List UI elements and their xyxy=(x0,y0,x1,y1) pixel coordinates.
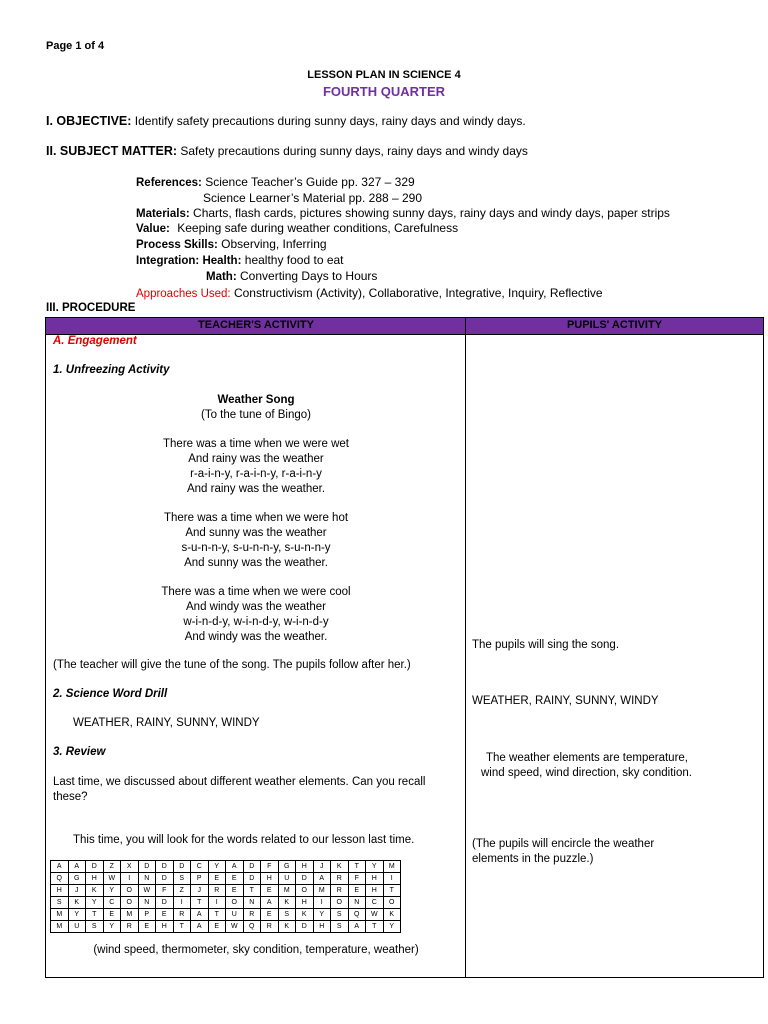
word-drill-heading: 2. Science Word Drill xyxy=(53,688,168,700)
subject-matter-line xyxy=(46,144,528,158)
references-label: References: xyxy=(136,177,202,189)
puzzle-cell[interactable]: E xyxy=(103,909,121,921)
table-header xyxy=(46,318,763,335)
pupil-encircle-line1: (The pupils will encircle the weather xyxy=(472,838,655,850)
puzzle-cell[interactable]: M xyxy=(383,861,401,873)
puzzle-cell[interactable]: A xyxy=(348,921,366,933)
materials-label: Materials: xyxy=(136,208,190,220)
puzzle-cell[interactable]: Y xyxy=(383,921,401,933)
engagement-heading: A. Engagement xyxy=(53,335,137,347)
puzzle-cell[interactable]: K xyxy=(86,885,104,897)
objective-text: Identify safety precautions during sunny days, rainy days and windy days. xyxy=(134,114,526,128)
pupil-answer-line2: wind speed, wind direction, sky condition. xyxy=(481,767,692,779)
puzzle-cell[interactable]: D xyxy=(173,861,191,873)
puzzle-cell[interactable]: H xyxy=(296,897,314,909)
puzzle-cell[interactable]: K xyxy=(278,897,296,909)
puzzle-cell[interactable]: H xyxy=(156,921,174,933)
puzzle-cell[interactable]: P xyxy=(138,909,156,921)
puzzle-cell[interactable]: Z xyxy=(103,861,121,873)
puzzle-row xyxy=(51,921,401,933)
song-line: And rainy was the weather xyxy=(188,453,324,465)
puzzle-cell[interactable]: D xyxy=(296,921,314,933)
puzzle-cell[interactable]: C xyxy=(103,897,121,909)
puzzle-cell[interactable]: H xyxy=(261,873,279,885)
puzzle-cell[interactable]: W xyxy=(138,885,156,897)
puzzle-cell[interactable]: O xyxy=(226,897,244,909)
puzzle-cell[interactable]: S xyxy=(51,897,69,909)
puzzle-cell[interactable]: A xyxy=(226,861,244,873)
puzzle-cell[interactable]: R xyxy=(243,909,261,921)
puzzle-cell[interactable]: T xyxy=(173,921,191,933)
puzzle-row xyxy=(51,885,401,897)
puzzle-cell[interactable]: D xyxy=(138,861,156,873)
puzzle-cell[interactable]: C xyxy=(191,861,209,873)
puzzle-cell[interactable]: Q xyxy=(243,921,261,933)
lesson-title: LESSON PLAN IN SCIENCE 4 xyxy=(307,69,461,81)
puzzle-cell[interactable]: O xyxy=(121,885,139,897)
puzzle-cell[interactable]: H xyxy=(296,861,314,873)
objective-line xyxy=(46,114,526,128)
value-line xyxy=(136,221,458,235)
song-line: s-u-n-n-y, s-u-n-n-y, s-u-n-n-y xyxy=(181,542,331,554)
puzzle-cell[interactable]: R xyxy=(331,873,349,885)
puzzle-cell[interactable]: D xyxy=(243,873,261,885)
puzzle-cell[interactable]: U xyxy=(68,921,86,933)
puzzle-cell[interactable]: A xyxy=(313,873,331,885)
subject-matter-label: II. SUBJECT MATTER: xyxy=(46,144,178,158)
puzzle-cell[interactable]: N xyxy=(138,897,156,909)
puzzle-cell[interactable]: O xyxy=(121,897,139,909)
puzzle-cell[interactable]: W xyxy=(103,873,121,885)
process-skills-label: Process Skills: xyxy=(136,239,218,251)
puzzle-cell[interactable]: H xyxy=(51,885,69,897)
puzzle-cell[interactable]: T xyxy=(366,921,384,933)
puzzle-cell[interactable]: T xyxy=(208,909,226,921)
song-line: There was a time when we were cool xyxy=(161,586,351,598)
puzzle-cell[interactable]: H xyxy=(86,873,104,885)
review-question: Last time, we discussed about different weather elements. Can you recall xyxy=(53,776,426,788)
materials-line xyxy=(136,206,670,220)
puzzle-cell[interactable]: G xyxy=(68,873,86,885)
puzzle-cell[interactable]: E xyxy=(156,909,174,921)
puzzle-cell[interactable]: Y xyxy=(313,909,331,921)
puzzle-cell[interactable]: Y xyxy=(103,885,121,897)
puzzle-cell[interactable]: P xyxy=(191,873,209,885)
value-label: Value: xyxy=(136,223,170,235)
subject-matter-text: Safety precautions during sunny days, rainy days and windy days xyxy=(180,144,528,158)
song-line: And windy was the weather. xyxy=(184,631,328,643)
puzzle-cell[interactable]: Y xyxy=(103,921,121,933)
puzzle-cell[interactable]: N xyxy=(243,897,261,909)
song-line: And sunny was the weather. xyxy=(184,557,328,569)
pupil-encircle-line2: elements in the puzzle.) xyxy=(472,853,594,865)
puzzle-cell[interactable]: D xyxy=(156,897,174,909)
process-skills-line xyxy=(136,237,327,251)
puzzle-cell[interactable]: K xyxy=(278,921,296,933)
puzzle-cell[interactable]: A xyxy=(68,861,86,873)
puzzle-cell[interactable]: X xyxy=(121,861,139,873)
puzzle-cell[interactable]: I xyxy=(121,873,139,885)
integration-label: Integration: Health: xyxy=(136,255,242,267)
page-number: Page 1 of 4 xyxy=(46,40,105,52)
puzzle-cell[interactable]: M xyxy=(121,909,139,921)
song-tune: (To the tune of Bingo) xyxy=(201,409,311,421)
puzzle-cell[interactable]: R xyxy=(121,921,139,933)
word-search-puzzle xyxy=(50,860,401,933)
puzzle-cell[interactable]: T xyxy=(383,885,401,897)
integration-math-line xyxy=(206,269,377,283)
puzzle-cell[interactable]: E xyxy=(208,921,226,933)
puzzle-cell[interactable]: R xyxy=(208,885,226,897)
song-line: And sunny was the weather xyxy=(185,527,327,539)
word-drill-teacher: WEATHER, RAINY, SUNNY, WINDY xyxy=(73,717,260,729)
puzzle-cell[interactable]: W xyxy=(226,921,244,933)
puzzle-cell[interactable]: O xyxy=(331,897,349,909)
song-line: And rainy was the weather. xyxy=(186,483,326,495)
puzzle-cell[interactable]: N xyxy=(348,897,366,909)
song-title: Weather Song xyxy=(217,394,295,406)
puzzle-cell[interactable]: E xyxy=(208,873,226,885)
value-text: Keeping safe during weather conditions, Carefulness xyxy=(177,221,459,235)
materials-text: Charts, flash cards, pictures showing sunny days, rainy days and windy days, paper strips xyxy=(193,206,670,220)
puzzle-cell[interactable]: G xyxy=(278,861,296,873)
integration-text: healthy food to eat xyxy=(244,253,344,267)
puzzle-cell[interactable]: E xyxy=(226,873,244,885)
pupil-activity-header: PUPILS' ACTIVITY xyxy=(566,319,663,331)
puzzle-cell[interactable]: Z xyxy=(173,885,191,897)
song-line: There was a time when we were hot xyxy=(163,512,349,524)
puzzle-cell[interactable]: C xyxy=(366,897,384,909)
puzzle-cell[interactable]: R xyxy=(173,909,191,921)
puzzle-cell[interactable]: E xyxy=(261,885,279,897)
song-line: w-i-n-d-y, w-i-n-d-y, w-i-n-d-y xyxy=(183,616,329,628)
puzzle-cell[interactable]: J xyxy=(68,885,86,897)
puzzle-cell[interactable]: T xyxy=(243,885,261,897)
puzzle-cell[interactable]: I xyxy=(383,873,401,885)
review-question-cont: these? xyxy=(53,791,88,803)
puzzle-cell[interactable]: R xyxy=(261,921,279,933)
puzzle-cell[interactable]: E xyxy=(261,909,279,921)
objective-label: I. OBJECTIVE: xyxy=(46,114,132,128)
puzzle-cell[interactable]: T xyxy=(86,909,104,921)
puzzle-cell[interactable]: A xyxy=(51,861,69,873)
puzzle-cell[interactable]: I xyxy=(208,897,226,909)
puzzle-row xyxy=(51,873,401,885)
quarter-subtitle: FOURTH QUARTER xyxy=(322,84,446,99)
puzzle-cell[interactable]: H xyxy=(313,921,331,933)
puzzle-cell[interactable]: K xyxy=(331,861,349,873)
puzzle-cell[interactable]: M xyxy=(51,909,69,921)
puzzle-cell[interactable]: D xyxy=(296,873,314,885)
puzzle-cell[interactable]: O xyxy=(383,897,401,909)
puzzle-row xyxy=(51,897,401,909)
references-line1: Science Teacher’s Guide pp. 327 – 329 xyxy=(205,175,415,189)
song-line: And windy was the weather xyxy=(186,601,326,613)
puzzle-cell[interactable]: M xyxy=(278,885,296,897)
integration-math-text: Converting Days to Hours xyxy=(240,269,378,283)
puzzle-cell[interactable]: D xyxy=(243,861,261,873)
approaches-label: Approaches Used: xyxy=(136,288,231,300)
puzzle-cell[interactable]: E xyxy=(226,885,244,897)
word-drill-pupil: WEATHER, RAINY, SUNNY, WINDY xyxy=(472,695,659,707)
references-line2: Science Learner’s Material pp. 288 – 290 xyxy=(203,191,423,205)
pupil-answer-line1: The weather elements are temperature, xyxy=(486,752,688,764)
puzzle-cell[interactable]: R xyxy=(331,885,349,897)
puzzle-cell[interactable]: T xyxy=(191,897,209,909)
puzzle-cell[interactable]: T xyxy=(348,861,366,873)
puzzle-cell[interactable]: D xyxy=(156,873,174,885)
references-line xyxy=(136,175,415,189)
puzzle-answers: (wind speed, thermometer, sky condition, temperature, weather) xyxy=(93,944,419,956)
puzzle-cell[interactable]: K xyxy=(68,897,86,909)
integration-math-label: Math: xyxy=(206,271,237,283)
puzzle-cell[interactable]: D xyxy=(86,861,104,873)
puzzle-cell[interactable]: Y xyxy=(68,909,86,921)
puzzle-cell[interactable]: H xyxy=(366,873,384,885)
puzzle-cell[interactable]: A xyxy=(191,909,209,921)
puzzle-cell[interactable]: D xyxy=(156,861,174,873)
puzzle-cell[interactable]: N xyxy=(138,873,156,885)
procedure-heading: III. PROCEDURE xyxy=(46,302,136,314)
puzzle-cell[interactable]: K xyxy=(296,909,314,921)
puzzle-cell[interactable]: H xyxy=(366,885,384,897)
puzzle-cell[interactable]: E xyxy=(348,885,366,897)
puzzle-cell[interactable]: S xyxy=(331,909,349,921)
song-line: r-a-i-n-y, r-a-i-n-y, r-a-i-n-y xyxy=(190,468,322,480)
puzzle-cell[interactable]: F xyxy=(348,873,366,885)
puzzle-cell[interactable]: S xyxy=(331,921,349,933)
look-words-instruction: This time, you will look for the words related to our lesson last time. xyxy=(73,834,415,846)
puzzle-cell[interactable]: S xyxy=(173,873,191,885)
review-heading: 3. Review xyxy=(53,746,106,758)
puzzle-cell[interactable]: A xyxy=(191,921,209,933)
puzzle-cell[interactable]: K xyxy=(383,909,401,921)
puzzle-row xyxy=(51,861,401,873)
puzzle-cell[interactable]: F xyxy=(261,861,279,873)
puzzle-cell[interactable]: W xyxy=(366,909,384,921)
teacher-tune-note: (The teacher will give the tune of the song. The pupils follow after her.) xyxy=(53,659,411,671)
puzzle-cell[interactable]: F xyxy=(156,885,174,897)
puzzle-cell[interactable]: Y xyxy=(366,861,384,873)
puzzle-cell[interactable]: Y xyxy=(208,861,226,873)
puzzle-cell[interactable]: Q xyxy=(51,873,69,885)
puzzle-cell[interactable]: Y xyxy=(86,897,104,909)
puzzle-cell[interactable]: E xyxy=(138,921,156,933)
integration-line xyxy=(136,253,344,267)
puzzle-cell[interactable]: O xyxy=(296,885,314,897)
puzzle-cell[interactable]: M xyxy=(313,885,331,897)
puzzle-cell[interactable]: S xyxy=(86,921,104,933)
puzzle-cell[interactable]: A xyxy=(261,897,279,909)
song-line: There was a time when we were wet xyxy=(163,438,349,450)
puzzle-cell[interactable]: I xyxy=(313,897,331,909)
puzzle-cell[interactable]: J xyxy=(313,861,331,873)
puzzle-cell[interactable]: M xyxy=(51,921,69,933)
pupil-sing: The pupils will sing the song. xyxy=(472,639,620,651)
puzzle-cell[interactable]: J xyxy=(191,885,209,897)
approaches-text: Constructivism (Activity), Collaborative, Integrative, Inquiry, Reflective xyxy=(233,286,603,300)
approaches-line xyxy=(136,286,603,300)
teacher-activity-header: TEACHER'S ACTIVITY xyxy=(198,319,314,331)
puzzle-row xyxy=(51,909,401,921)
puzzle-cell[interactable]: Q xyxy=(348,909,366,921)
puzzle-cell[interactable]: U xyxy=(226,909,244,921)
puzzle-cell[interactable]: S xyxy=(278,909,296,921)
unfreezing-heading: 1. Unfreezing Activity xyxy=(53,364,170,376)
puzzle-cell[interactable]: U xyxy=(278,873,296,885)
puzzle-cell[interactable]: I xyxy=(173,897,191,909)
process-skills-text: Observing, Inferring xyxy=(221,237,327,251)
